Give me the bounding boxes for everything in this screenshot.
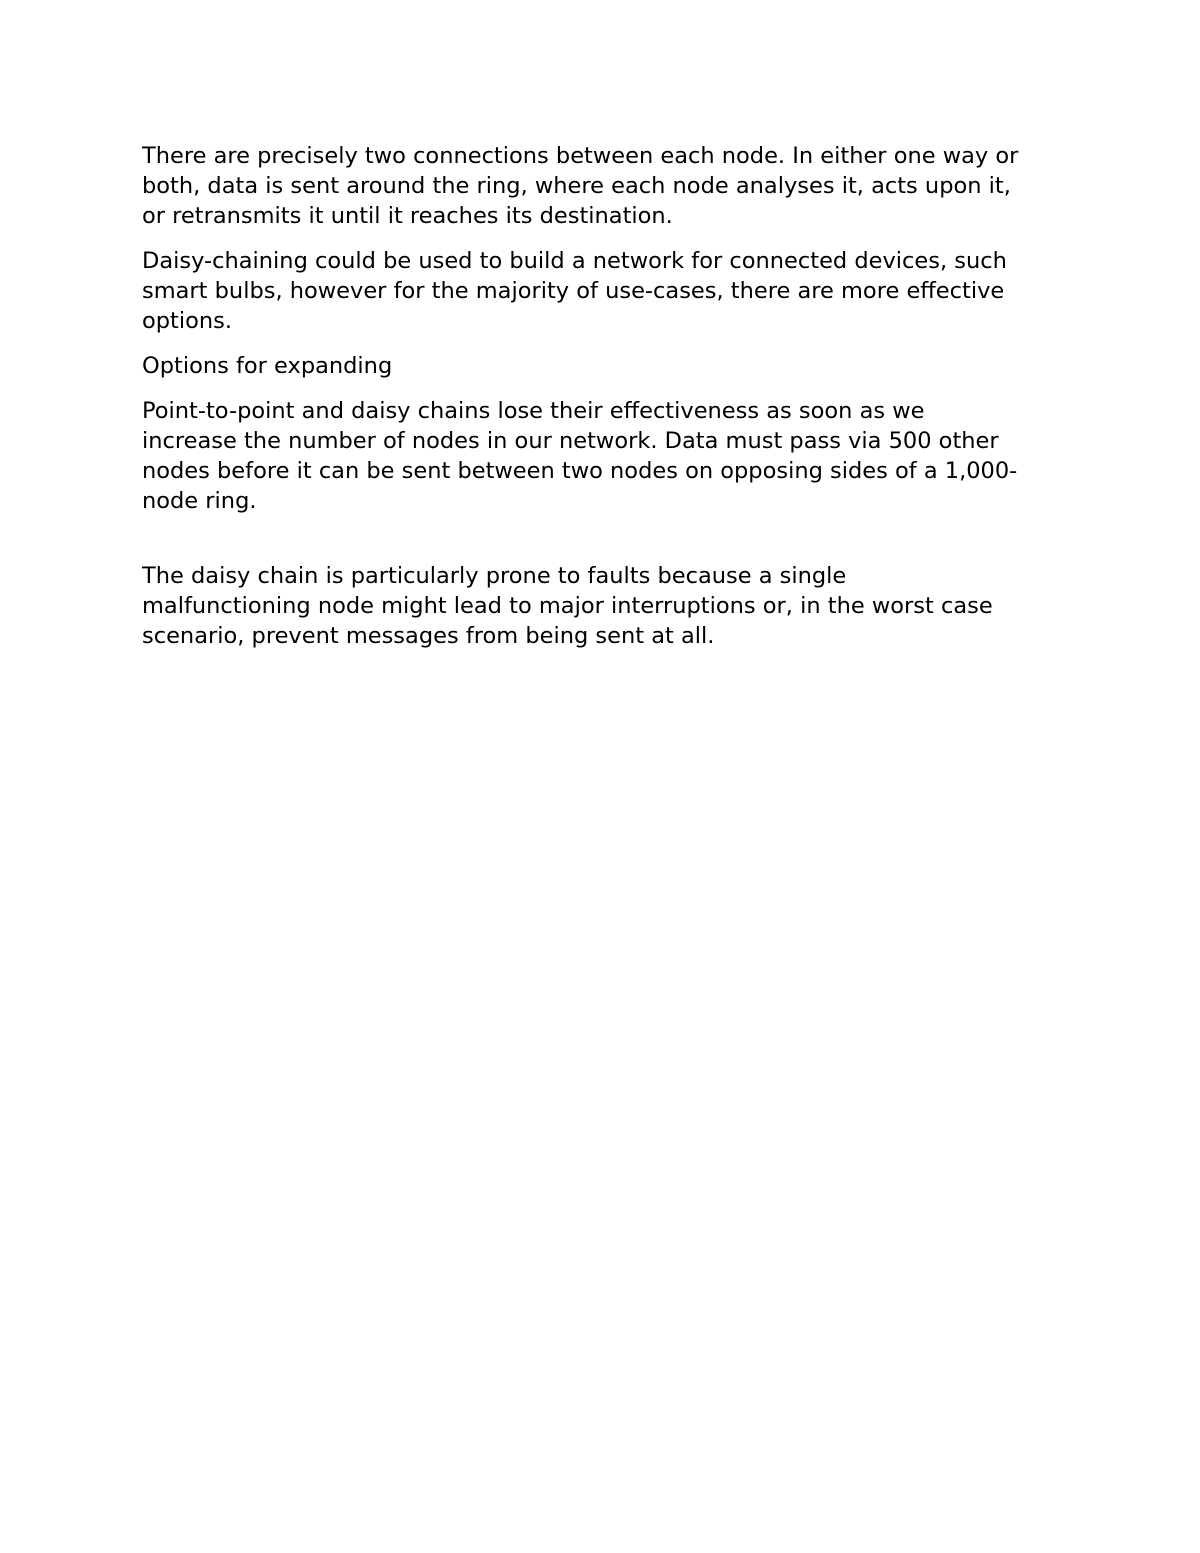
- paragraph-daisy-chaining: Daisy-chaining could be used to build a network for connected devices, such smart bulbs, however for the majority of use-cases, there are more effective options.: [142, 248, 1007, 334]
- paragraph-point-to-point: Point-to-point and daisy chains lose their effectiveness as soon as we increase the number of nodes in our network. Data must pass via 500 other nodes before it can be sent between two nodes on opposing sides of a 1,000- node ring.: [142, 398, 1018, 514]
- section-heading-options: Options for expanding: [142, 353, 393, 379]
- document-body: [142, 141, 1077, 666]
- paragraph-fault-prone: The daisy chain is particularly prone to faults because a single malfunctioning node might lead to major interruptions or, in the worst case scenario, prevent messages from being sent at all.: [142, 563, 993, 649]
- paragraph-ring-connections: There are precisely two connections between each node. In either one way or both, data is sent around the ring, where each node analyses it, acts upon it, or retransmits it until it reaches its destination.: [142, 143, 1019, 229]
